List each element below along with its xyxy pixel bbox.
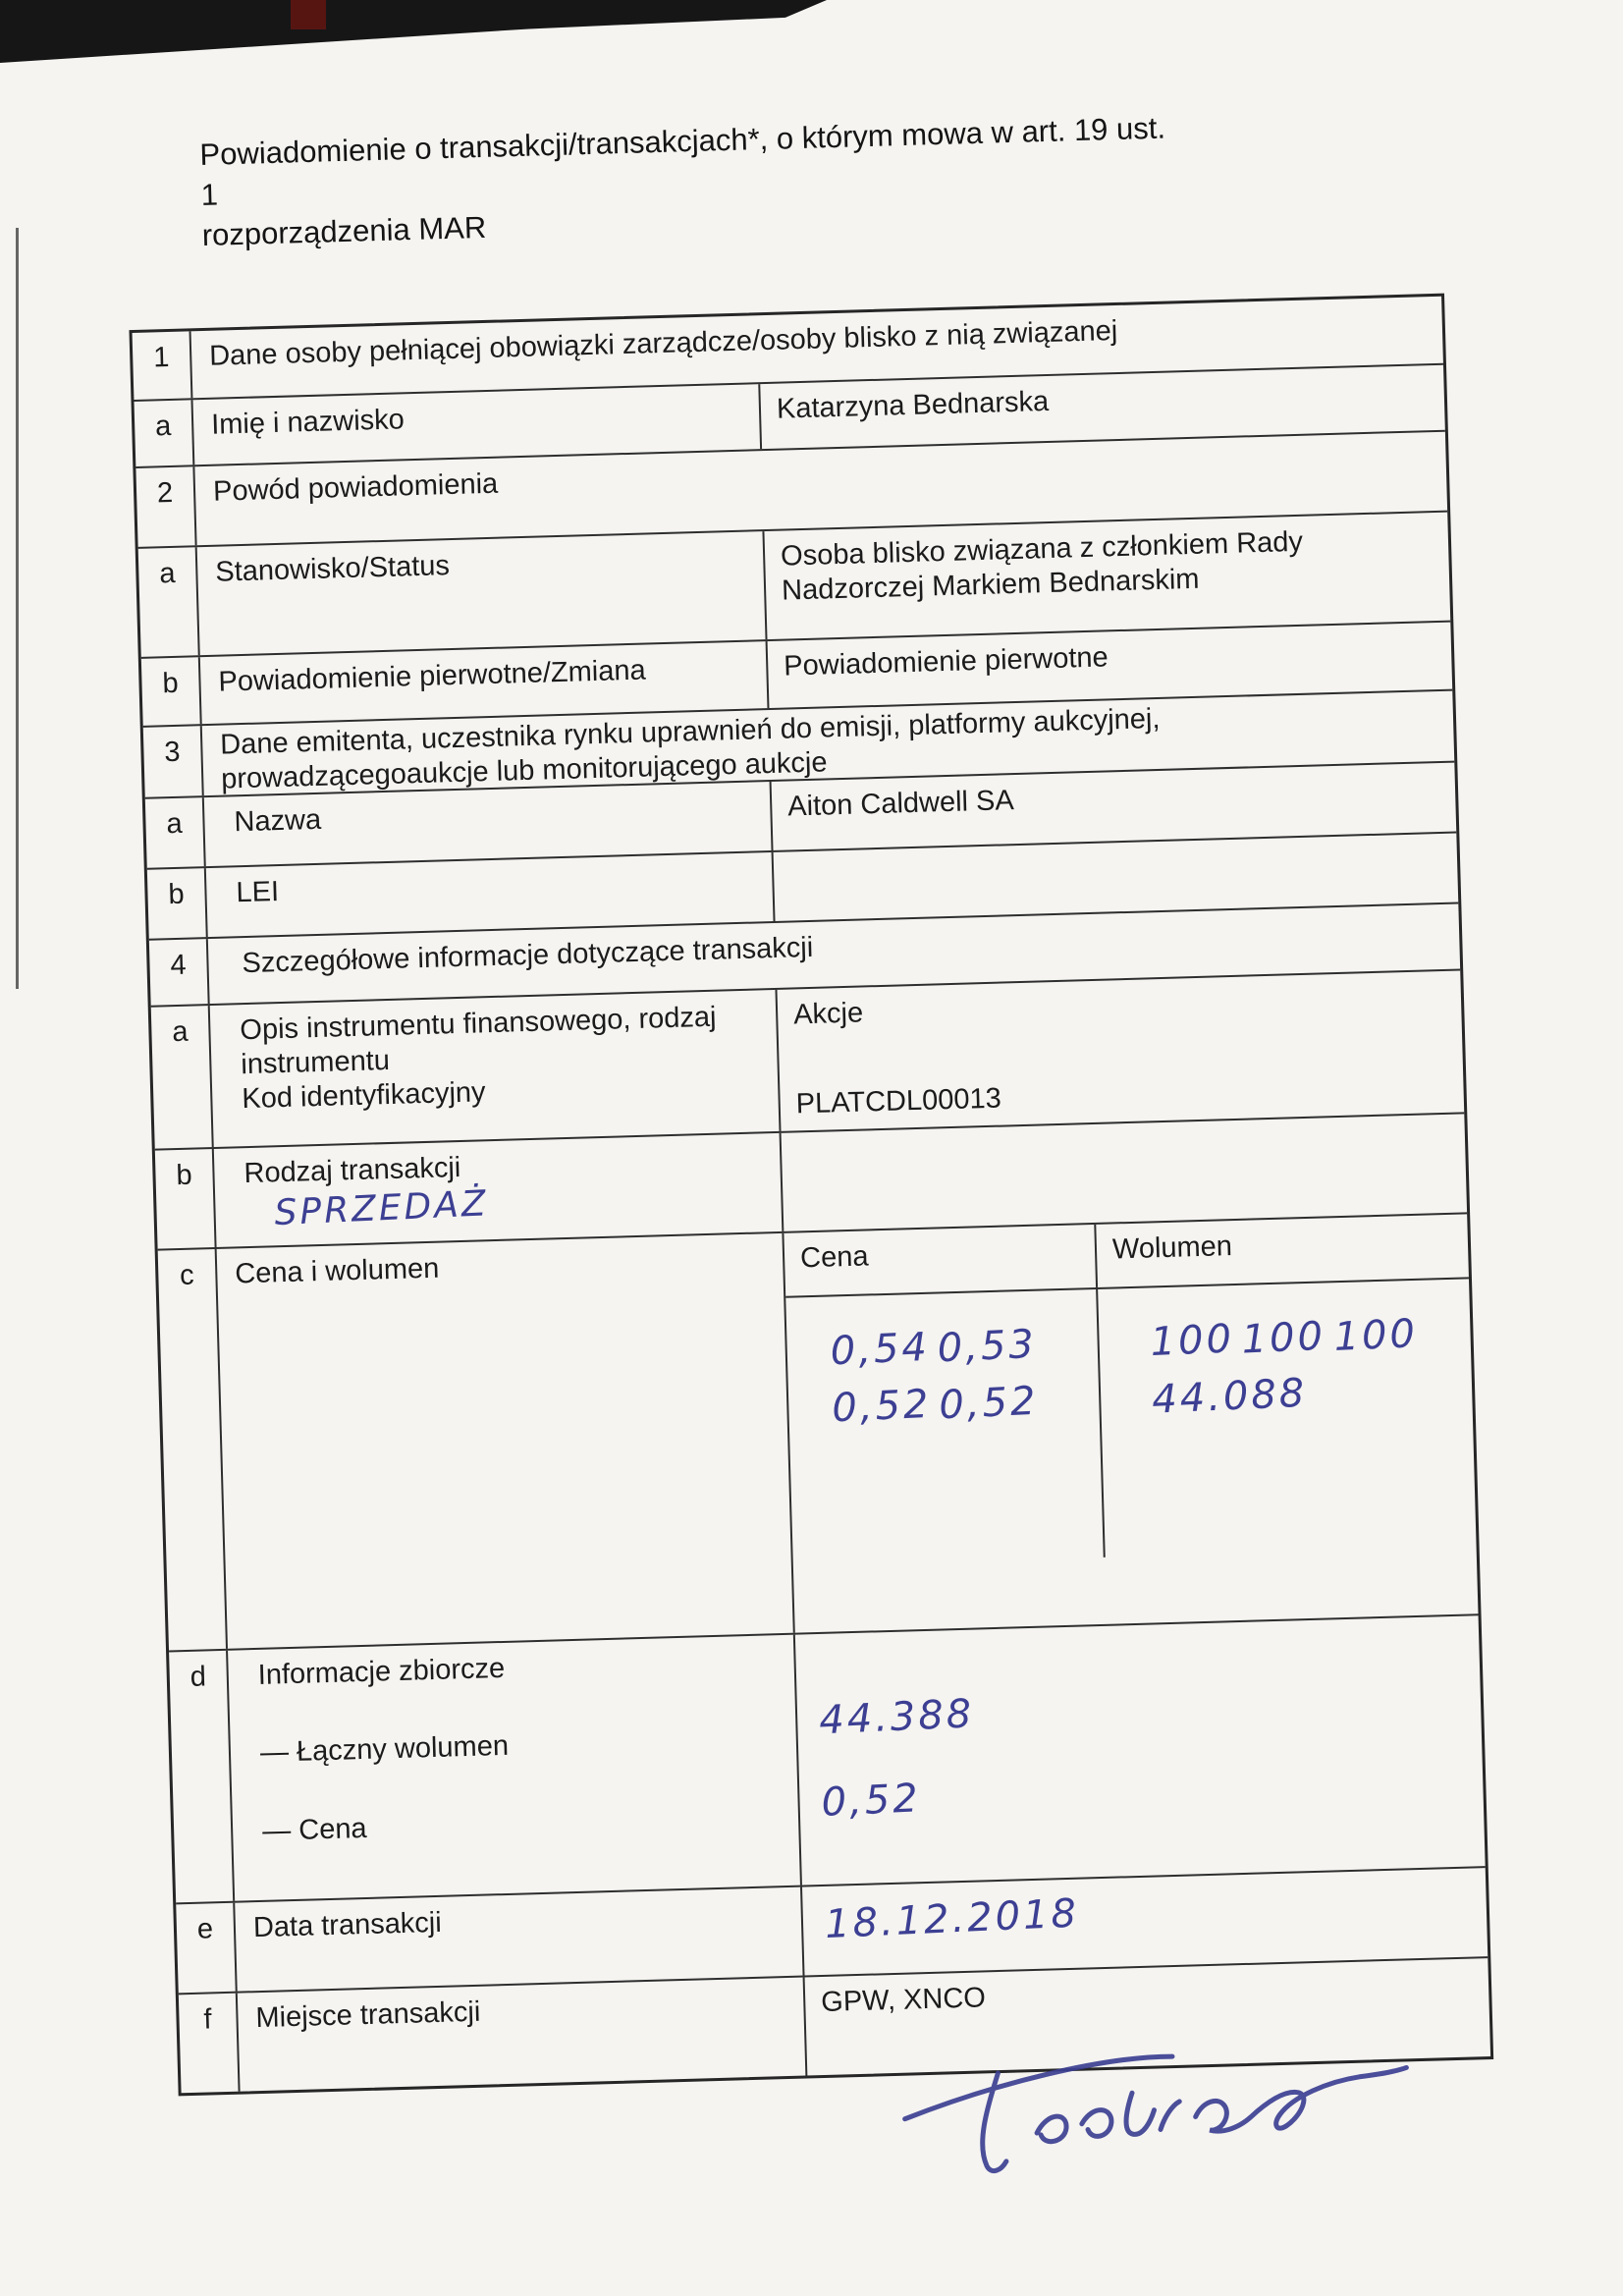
row-number: 3 <box>143 726 204 797</box>
row-letter: b <box>155 1149 217 1249</box>
section-3-line-2: prowadzącegoaukcje lub monitorującego aukcje <box>220 746 828 795</box>
transaction-type-value-cell <box>782 1114 1468 1230</box>
table-row-price-volume <box>158 1212 1479 1650</box>
volume-value: 100 <box>1332 1311 1419 1360</box>
document-title <box>199 107 1184 255</box>
price-value: 0,52 <box>938 1378 1040 1429</box>
signature <box>887 2028 1421 2190</box>
instrument-value-cell <box>777 970 1464 1130</box>
volume-value: 100 <box>1241 1313 1327 1363</box>
row-letter: b <box>141 657 202 726</box>
aggregate-label: Informacje zbiorcze <box>257 1652 506 1691</box>
transaction-date-handwritten-value: 18.12.2018 <box>824 1890 1080 1948</box>
row-letter: a <box>145 797 206 868</box>
price-column-header: Cena <box>784 1225 1098 1296</box>
row-letter: a <box>135 400 195 466</box>
name-label: Imię i nazwisko <box>192 384 762 465</box>
row-letter: b <box>147 868 208 939</box>
transaction-date-label: Data transakcji <box>235 1887 804 1992</box>
instrument-label-line-1: Opis instrumentu finansowego, rodzaj <box>239 1001 717 1047</box>
volume-column-header: Wolumen <box>1111 1230 1233 1266</box>
volume-values-column <box>1098 1279 1476 1557</box>
mar-notification-table <box>129 294 1493 2097</box>
section-3-line-1: Dane emitenta, uczestnika rynku uprawnień do emisji, platformy aukcyjnej, <box>219 702 1161 761</box>
title-line-1: Powiadomienie o transakcji/transakcjach*, o którym mowa w art. 19 ust. 1 <box>199 110 1166 212</box>
instrument-label-line-3: Kod identyfikacyjny <box>241 1075 486 1115</box>
row-letter: a <box>151 1006 214 1149</box>
row-letter: c <box>158 1249 228 1651</box>
aggregate-value-cell <box>795 1615 1486 1885</box>
aggregate-price-value: 0,52 <box>820 1776 922 1826</box>
row-letter: e <box>176 1903 237 1994</box>
price-volume-grid <box>784 1214 1478 1632</box>
venue-label: Miejsce transakcji <box>238 1978 808 2092</box>
aggregate-label-cell <box>228 1635 802 1901</box>
instrument-label-line-2: instrumentu <box>240 1044 391 1080</box>
price-value: 0,52 <box>831 1381 933 1432</box>
row-number: 4 <box>149 939 210 1006</box>
instrument-code-value: PLATCDL00013 <box>795 1082 1002 1121</box>
name-value: Katarzyna Bednarska <box>776 385 1050 425</box>
row-letter: d <box>169 1651 235 1903</box>
row-letter: a <box>138 547 200 657</box>
title-line-2: rozporządzenia MAR <box>201 209 487 252</box>
row-number: 1 <box>133 331 193 400</box>
instrument-label <box>210 990 782 1147</box>
price-value: 0,53 <box>936 1321 1038 1372</box>
price-volume-label: Cena i wolumen <box>217 1233 795 1649</box>
notification-type-label: Powiadomienie pierwotne/Zmiana <box>200 641 770 724</box>
transaction-type-handwritten-value: SPRZEDAŻ <box>273 1183 490 1234</box>
issuer-name-label: Nazwa <box>204 782 774 866</box>
row-letter: f <box>179 1994 241 2094</box>
price-value: 0,54 <box>829 1324 931 1375</box>
aggregate-price-label: — Cena <box>261 1812 368 1847</box>
notification-type-value: Powiadomienie pierwotne <box>783 641 1109 683</box>
price-values-column <box>785 1289 1105 1566</box>
aggregate-volume-value: 44.388 <box>818 1691 976 1744</box>
transaction-type-label: Rodzaj transakcji <box>243 1151 461 1190</box>
section-4-header: Szczegółowe informacje dotyczące transakcji <box>242 931 814 980</box>
venue-value: GPW, XNCO <box>820 1982 987 2019</box>
volume-value: 100 <box>1149 1316 1235 1366</box>
status-value: Osoba blisko związana z członkiem Rady Nadzorczej Markiem Bednarskim <box>780 525 1304 607</box>
aggregate-volume-label: — Łączny wolumen <box>259 1729 510 1769</box>
transaction-type-label-cell <box>214 1133 784 1247</box>
section-1-header: Dane osoby pełniącej obowiązki zarządcze/osoby blisko z nią związanej <box>208 314 1118 372</box>
lei-label: LEI <box>206 852 776 937</box>
table-row-aggregate <box>169 1613 1486 1902</box>
section-2-header: Powód powiadomienia <box>212 467 499 508</box>
issuer-name-value: Aiton Caldwell SA <box>786 785 1015 823</box>
instrument-type-value: Akcje <box>792 997 864 1031</box>
status-label: Stanowisko/Status <box>197 531 768 655</box>
price-volume-values <box>785 1279 1476 1565</box>
row-number: 2 <box>135 466 196 547</box>
volume-value: 44.088 <box>1151 1370 1309 1423</box>
